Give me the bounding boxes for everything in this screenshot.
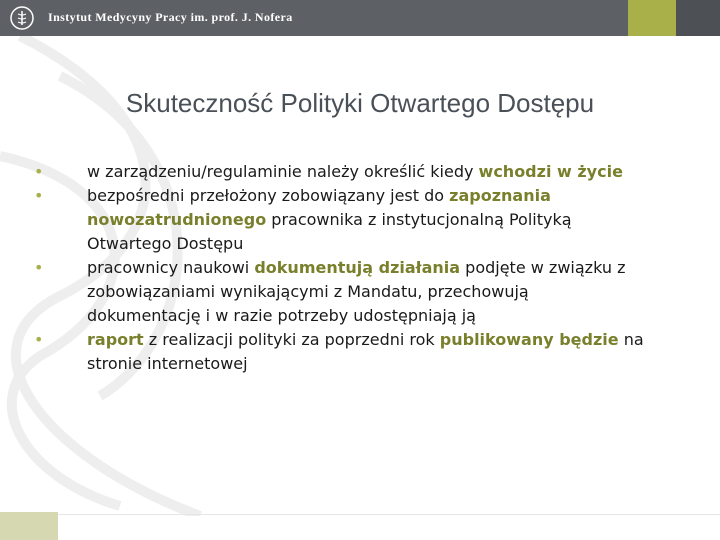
bullet-text: na stronie internetowej <box>87 330 644 373</box>
bullet-text: bezpośredni przełożony zobowiązany jest do <box>87 186 450 205</box>
highlighted-text: publikowany będzie <box>439 330 619 349</box>
bullet-dot-icon: • <box>34 162 44 181</box>
footer-divider <box>0 514 720 515</box>
bullet-dot-icon: • <box>34 186 44 205</box>
highlighted-text: zapoznania nowozatrudnionego <box>87 186 551 229</box>
bullet-item <box>34 256 644 328</box>
slide-title: Skuteczność Polityki Otwartego Dostępu <box>125 88 595 118</box>
bullet-text: pracownicy naukowi <box>87 258 255 277</box>
header-accent-block <box>628 0 676 36</box>
bullet-dot-icon: • <box>34 258 44 277</box>
highlighted-text: dokumentują działania <box>254 258 461 277</box>
institute-name: Instytut Medycyny Pracy im. prof. J. Nofera <box>48 10 293 24</box>
header-right-block <box>676 0 720 36</box>
highlighted-text: wchodzi w życie <box>478 162 623 181</box>
bullet-text: pracownika z instytucjonalną Polityką Otwartego Dostępu <box>87 210 572 253</box>
bullet-text: w zarządzeniu/regulaminie należy określić kiedy <box>87 162 479 181</box>
bullet-item <box>34 184 644 256</box>
bullet-item <box>34 328 644 376</box>
footer-accent-block <box>0 512 58 540</box>
bullet-dot-icon: • <box>34 330 44 349</box>
highlighted-text: raport <box>87 330 144 349</box>
bullet-item <box>34 160 644 184</box>
bullet-list <box>34 160 644 376</box>
bullet-text: z realizacji polityki za poprzedni rok <box>143 330 440 349</box>
bullet-text: podjęte w związku z zobowiązaniami wynikającymi z Mandatu, przechowują dokumentację i w razie potrzeby udostępniają ją <box>87 258 626 325</box>
caduceus-icon <box>10 6 34 30</box>
header-bar <box>0 0 720 36</box>
